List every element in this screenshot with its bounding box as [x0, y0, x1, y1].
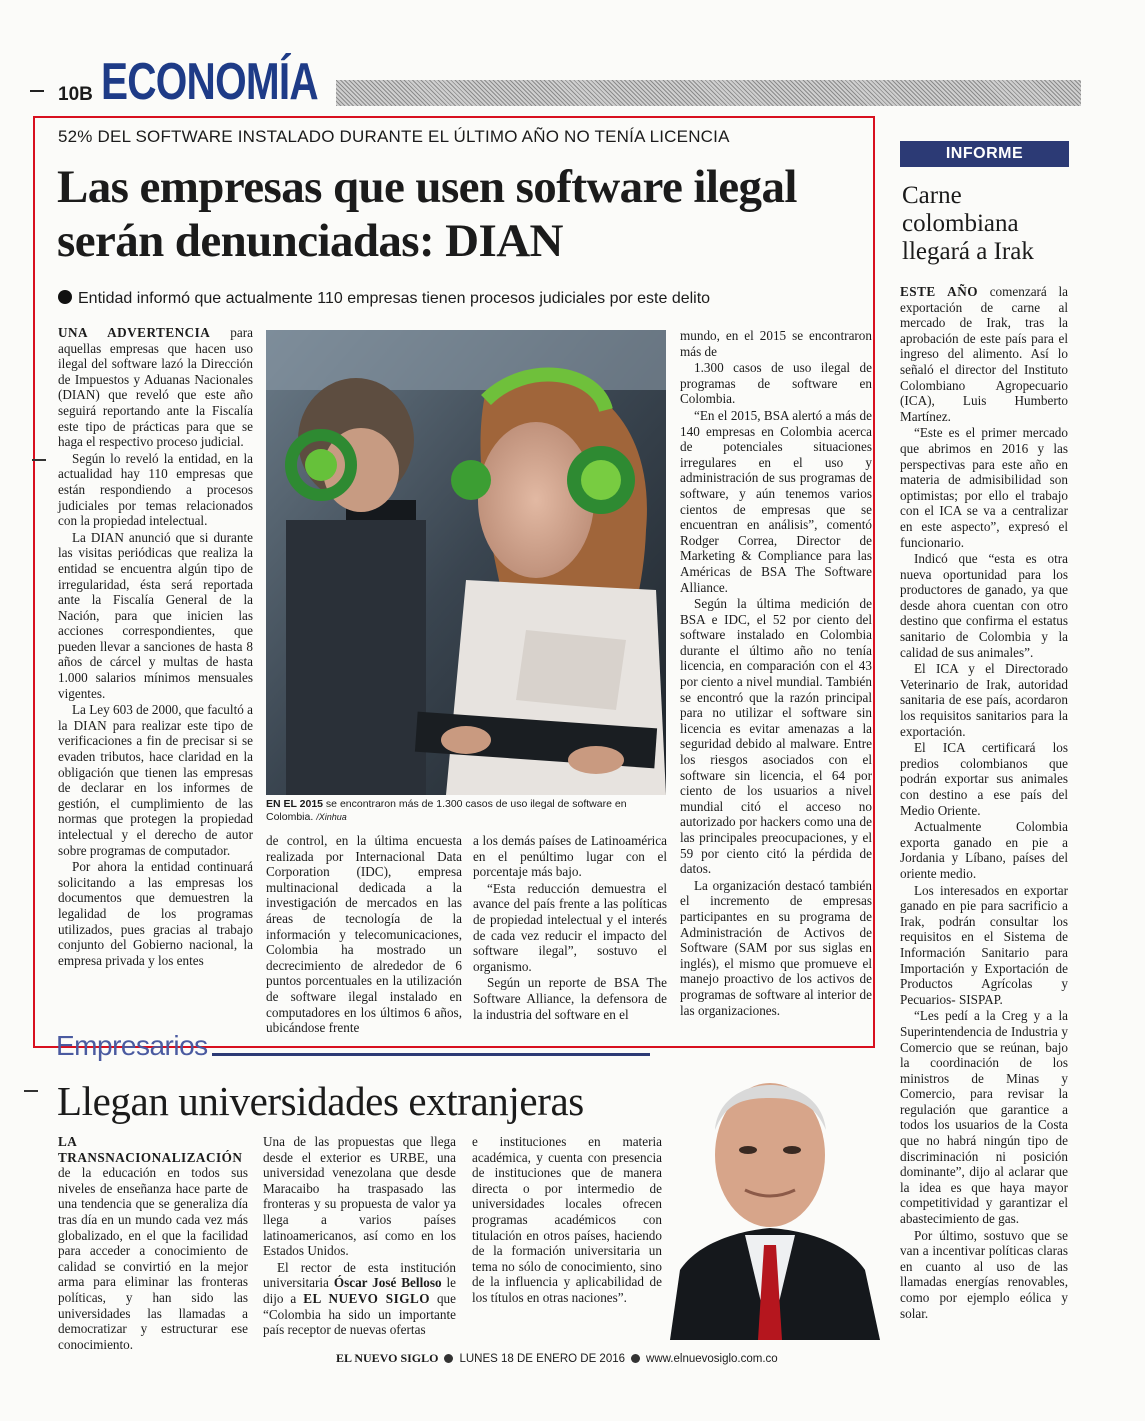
article-headline: Las empresas que usen software ilegal serán denunciadas: DIAN — [57, 161, 797, 267]
footer-date: LUNES 18 DE ENERO DE 2016 — [459, 1353, 626, 1365]
paragraph: “Les pedí a la Creg y a la Superintendencia de Industria y Comercio que se reúnan, bajo la coordinación de los ministros de Minas y Comercio, para revisar la regulación que garantice a todos los usuarios de la Costa que no habrá ningún tipo de discriminación ni posición dominante”, dijo al aclarar que la idea es que haya mayor competitividad y garantizar el abastecimiento de gas. — [900, 1008, 1068, 1227]
paragraph: El ICA certificará los predios colombianos que podrán exportar sus animales con destino a ese país del Medio Oriente. — [900, 740, 1068, 818]
text-run: que “Colombia ha sido un importante país receptor de nuevas ofertas — [263, 1290, 456, 1338]
article-kicker: 52% DEL SOFTWARE INSTALADO DURANTE EL ÚLTIMO AÑO NO TENÍA LICENCIA — [58, 127, 730, 146]
paragraph: La DIAN anunció que si durante las visitas periódicas que realiza la entidad se encuentra algún tipo de irregularidad, ésta será reportada ante la Fiscalía General de la Nación, para que inicien las acciones correspondientes, que pueden llevar a sanciones de hasta 8 años de cárcel y multas de hasta 1.000 salarios mínimos mensuales vigentes. — [58, 529, 253, 701]
paragraph: “En el 2015, BSA alertó a más de 140 empresas en Colombia acerca de potenciales situaciones irregulares en el uso y administración de sus programas de software, y aún tenemos varios cientos de empresas que se encuentran en análisis”, comentó Rodger Correa, Director de Marketing & Compliance para las Américas de BSA The Software Alliance. — [680, 407, 872, 595]
paragraph: Actualmente Colombia exporta ganado en pie a Jordania y Líbano, países del oriente medio. — [900, 819, 1068, 881]
paragraph — [263, 1260, 456, 1338]
paragraph: “Esta reducción demuestra el avance del país frente a las políticas de propiedad intelectual y el interés de cada vez reducir el impacto del software ilegal”, sostuvo el organismo. — [473, 880, 667, 974]
subhead-text: Entidad informó que actualmente 110 empresas tienen procesos judiciales por este delito — [78, 290, 711, 307]
text-run: El rector de esta institución universitaria — [263, 1259, 456, 1291]
bullet-icon — [58, 290, 72, 304]
paragraph: Por último, sostuvo que se van a incentivar políticas claras en cuanto al uso de las llamadas energías renovables, como por ejemplo eólica y solar. — [900, 1227, 1068, 1321]
caption-text: se encontraron más de 1.300 casos de uso ilegal de software en Colombia. — [266, 798, 627, 823]
paragraph: “Este es el primer mercado que abrimos en 2016 y las perspectivas para este año en materia de admisibilidad son optimistas; por ello el trabajo con el ICA se va a centralizar en este aspecto”, expresó el funcionario. — [900, 425, 1068, 550]
margin-dash — [30, 90, 44, 92]
bullet-icon — [631, 1354, 640, 1363]
paragraph: a los demás países de Latinoamérica en el penúltimo lugar con el porcentaje más bajo. — [473, 833, 667, 880]
portrait-photo — [650, 1050, 890, 1340]
article-column-2 — [266, 833, 462, 1037]
lower-column-1 — [58, 1134, 248, 1353]
header-stripe — [336, 80, 1081, 106]
lower-section-title: Empresarios — [56, 1030, 208, 1061]
informe-label: INFORME — [900, 141, 1069, 167]
page-number: 10B — [58, 84, 93, 105]
lower-headline: Llegan universidades extranjeras — [57, 1078, 584, 1124]
paragraph: 1.300 casos de uso ilegal de programas de software en Colombia. — [680, 360, 872, 407]
article-column-3 — [473, 833, 667, 1023]
lower-column-3 — [472, 1134, 662, 1307]
caption-lead: EN EL 2015 — [266, 798, 324, 810]
caption-credit: /Xinhua — [316, 812, 347, 822]
paragraph: de control, en la última encuesta realizada por Internacional Data Corporation (IDC), empresa multinacional dedicada a la investigación de mercados en las áreas de tecnología de la información y telecomunicaciones, Colombia ha mostrado un decrecimiento de alrededor de 6 puntos porcentuales en la utilización de software ilegal instalado en computadores en los últimos 6 años, ubicándose frente — [266, 833, 462, 1036]
paragraph: Una de las propuestas que llega desde el exterior es URBE, una universidad venezolana que desde Maracaibo ha traspasado las fronteras y su propuesta de valor ya llega a varios países latinoamericanos, así como en los Estados Unidos. — [263, 1134, 456, 1259]
newspaper-name: EL NUEVO SIGLO — [303, 1290, 431, 1306]
paragraph: de la educación en todos sus niveles de enseñanza hace parte de una tendencia que se generaliza día tras día en un mundo cada vez más globalizado, en el que la facilidad para acceder a conocimiento de calidad se convirtió en la mejor arma para eliminar las fronteras políticas, y han sido las universidades las llamadas a democratizar y estructurar ese conocimiento. — [58, 1165, 248, 1352]
paragraph: mundo, en el 2015 se encontraron más de — [680, 328, 872, 359]
article-column-1 — [58, 325, 253, 969]
gamers-photo — [266, 330, 666, 795]
paragraph: Según la última medición de BSA e IDC, el 52 por ciento del software instalado en Colombia durante el último año no tenía licencia, en comparación con el 43 por ciento a nivel mundial. También se encontró que la razón principal para no utilizar el software sin licencia es evitar amenazas a la seguridad debido al malware. Entre los riesgos asociados con el software sin licencia, el 64 por ciento de los usuarios a nivel mundial citó el acceso no autorizado por hackers como una de las principales preocupaciones, y el 59 por ciento citó la pérdida de datos. — [680, 596, 872, 877]
page-footer — [336, 1351, 778, 1366]
sidebar-title: Carne colombiana llegará a Irak — [902, 182, 1034, 265]
lead-in: UNA ADVERTENCIA — [58, 325, 211, 340]
paragraph: La organización destacó también el incremento de empresas participantes en su programa de Administración de Activos de Software (SAM por sus siglas en inglés), el mismo que promueve el manejo proactivo de los activos de programas de software al interior de las organizaciones. — [680, 877, 872, 1018]
paragraph: Indicó que “esta es otra nueva oportunidad para los productores de ganado, ya que desde ahora cuentan con otro destino que confirma el estatus sanitario de Colombia y la calidad de sus animales”. — [900, 551, 1068, 660]
paragraph: La Ley 603 de 2000, que facultó a la DIAN para realizar este tipo de verificaciones a fin de precisar si se evaden tributos, hace claridad en la obligación que tienen las empresas de declarar en los informes de gestión, el cumplimiento de las normas que protegen la propiedad intelectual y el derecho de autor sobre programas de computador. — [58, 702, 253, 858]
footer-website: www.elnuevosiglo.com.co — [646, 1353, 778, 1365]
paragraph: El ICA y el Directorado Veterinario de Irak, autoridad sanitaria de ese país, acordaron los requisitos sanitarios para la exportación. — [900, 661, 1068, 739]
article-subhead — [58, 290, 710, 308]
sidebar-column — [900, 284, 1068, 1322]
article-column-4 — [680, 328, 872, 1019]
lead-in: LA TRANSNACIONALIZACIÓN — [58, 1134, 243, 1165]
paragraph: Según un reporte de BSA The Software Alliance, la defensora de la industria del software en el — [473, 975, 667, 1022]
paragraph: Por ahora la entidad continuará solicitando a las empresas los documentos que demuestren la legalidad de los programas utilizados, pues gracias al trabajo conjunto del Gobierno nacional, la empresa privada y los entes — [58, 859, 253, 968]
photo-caption — [266, 798, 666, 824]
paragraph: para aquellas empresas que hacen uso ilegal del software lazó la Dirección de Impuestos y Aduanas Nacionales (DIAN) que reveló que este año seguirá reportando ante la Fiscalía este tipo de prácticas para que se haga el respectivo proceso judicial. — [58, 325, 253, 450]
text-run: le dijo a — [263, 1275, 456, 1306]
margin-dash — [24, 1090, 38, 1092]
paragraph: Según lo reveló la entidad, en la actualidad hay 110 empresas que están respondiendo a procesos judiciales por temas relacionados con la propiedad intelectual. — [58, 450, 253, 529]
paragraph: Los interesados en exportar ganado en pie para sacrificio a Irak, podrán consultar los requisitos en el Sistema de Información Sanitario para Importación y Exportación de Productos Agrícolas y Pecuarios- SISPAP. — [900, 882, 1068, 1007]
paragraph: e instituciones en materia académica, y cuenta con presencia de instituciones que de manera directa o por intermedio de universidades locales ofrecen programas académicos con titulación en otros países, haciendo de la formación universitaria un tema no sólo de conocimiento, sino de la influencia y aplicabilidad de los títulos en otras naciones”. — [472, 1134, 662, 1305]
margin-dash — [32, 459, 46, 461]
section-title: ECONOMÍA — [101, 53, 318, 111]
paragraph: comenzará la exportación de carne al mercado de Irak, tras la aprobación de este país para el ingreso del alimento. Así lo señaló el director del Instituto Colombiano Agropecuario (ICA), Luis Humberto Martínez. — [900, 284, 1068, 424]
lead-in: ESTE AÑO — [900, 284, 978, 299]
bullet-icon — [444, 1354, 453, 1363]
lower-column-2 — [263, 1134, 456, 1339]
person-name: Óscar José Belloso — [333, 1275, 442, 1291]
footer-brand: EL NUEVO SIGLO — [336, 1351, 439, 1365]
